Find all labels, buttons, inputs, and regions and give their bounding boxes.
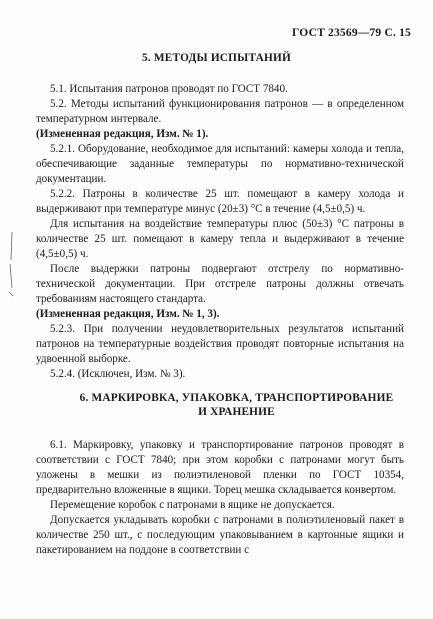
paragraph-5-2-2: 5.2.2. Патроны в количестве 25 шт. помещают в камеру холода и выдерживают при температуре минус (20±3) °С в течение (4,5±0,5) ч. (36, 188, 404, 215)
paragraph-5-2-4: 5.2.4. (Исключен, Изм. № 3). (50, 368, 186, 380)
paragraph-polyethylene-pack: Допускается укладывать коробки с патронами в полиэтиленовый пакет в количестве 250 шт., с последующим упаковыванием в картонные ящики и пакетированием на поддоне в соответствии с (36, 514, 404, 556)
paragraph-after-exposure: После выдержки патроны подвергают отстрелу по нормативно-технической документации. При отстреле патроны должны отвечать требованиям настоящего стандарта. (36, 263, 404, 305)
section-6-title-line-2: И ХРАНЕНИЕ (198, 406, 275, 418)
paragraph-5-1: 5.1. Испытания патронов проводят по ГОСТ 7840. (50, 83, 288, 95)
paragraph-5-2-1: 5.2.1. Оборудование, необходимое для испытаний: камеры холода и тепла, обеспечивающие заданные температуры по нормативно-технической документации. (36, 143, 404, 185)
section-5-body (36, 82, 404, 382)
section-6-title (0, 391, 433, 419)
amendment-note: (Измененная редакция, Изм. № 1). (36, 128, 209, 140)
amendment-note: (Измененная редакция, Изм. № 1, 3). (36, 308, 220, 320)
paragraph-6-1: 6.1. Маркировку, упаковку и транспортирование патронов проводят в соответствии с ГОСТ 7840; при этом коробки с патронами могут быть уложены в мешки из полиэтиленовой пленки по ГОСТ 10354, предварительно вложенные в ящики. Торец мешка складывается конвертом. (36, 439, 404, 496)
paragraph-no-movement: Перемещение коробок с патронами в ящике не допускается. (50, 499, 335, 511)
paragraph-5-2: 5.2. Методы испытаний функционирования патронов — в определенном температурном интервале. (36, 98, 404, 125)
section-6-title-line-1: 6. МАРКИРОВКА, УПАКОВКА, ТРАНСПОРТИРОВАНИЕ (79, 392, 394, 404)
paragraph-5-2-3: 5.2.3. При получении неудовлетворительных результатов испытаний патронов на температурные воздействия проводят повторные испытания на удвоенной выборке. (36, 323, 404, 365)
margin-handwritten-mark (6, 230, 18, 300)
section-6-body (36, 438, 404, 558)
page-header-code: ГОСТ 23569—79 С. 15 (292, 27, 411, 39)
section-5-title: 5. МЕТОДЫ ИСПЫТАНИЙ (142, 52, 291, 64)
paragraph-hot-test: Для испытания на воздействие температуры плюс (50±3) °С патроны в количестве 25 шт. помещают в камеру тепла и выдерживают в течение (4,5±0,5) ч. (36, 218, 404, 260)
